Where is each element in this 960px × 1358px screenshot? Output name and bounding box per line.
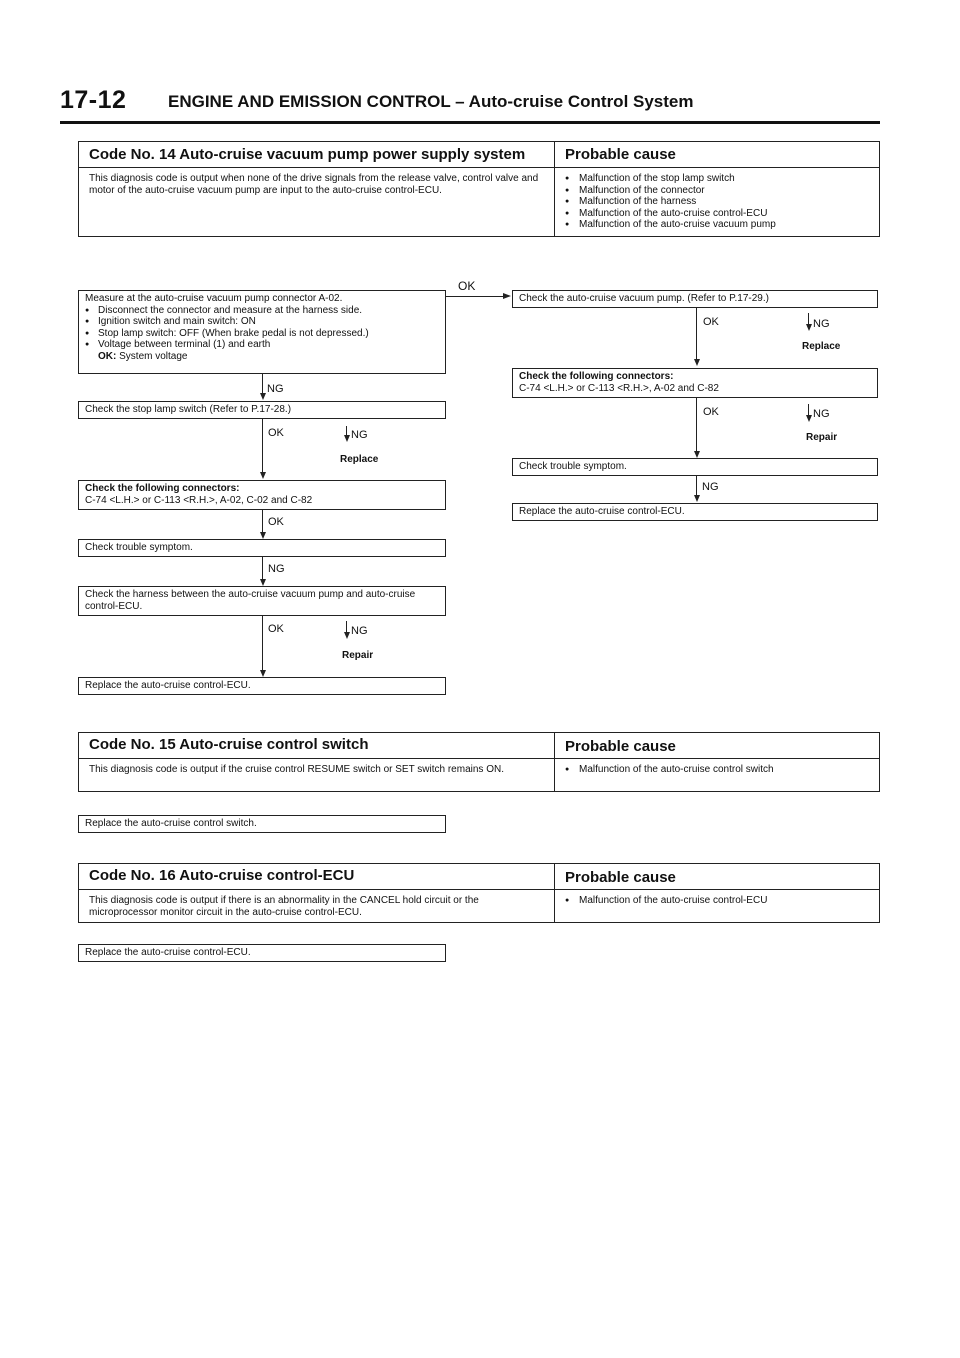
flow-connector <box>262 616 263 671</box>
code14-cause-item: ● Malfunction of the auto-cruise vacuum pump <box>565 219 869 231</box>
measure-title: Measure at the auto-cruise vacuum pump connector A-02. <box>85 293 343 304</box>
connectors-right-box <box>512 368 878 398</box>
harness-box: Check the harness between the auto-cruise vacuum pump and auto-cruise control-ECU. <box>78 586 446 616</box>
header-rule <box>60 121 880 124</box>
arrow-down-icon <box>694 495 700 502</box>
arrow-down-icon <box>694 451 700 458</box>
code14-cause-item: ● Malfunction of the harness <box>565 196 869 208</box>
connectors-right-title: Check the following connectors: <box>519 371 674 382</box>
connectors-left-title: Check the following connectors: <box>85 483 240 494</box>
replace-label: Replace <box>802 341 841 352</box>
repair-label: Repair <box>806 432 838 443</box>
flow-ng-label: NG <box>813 318 830 330</box>
arrow-down-icon <box>694 359 700 366</box>
arrow-down-icon <box>806 415 812 422</box>
code14-cause-item: ● Malfunction of the auto-cruise control-ECU <box>565 208 869 220</box>
code16-title: Code No. 16 Auto-cruise control-ECU <box>79 864 555 889</box>
repair-label: Repair <box>342 650 374 661</box>
measure-item: ● Disconnect the connector and measure at the harness side. <box>85 305 439 317</box>
flow-ok-label: OK <box>703 406 719 418</box>
code15-table <box>78 732 880 792</box>
code14-causes <box>555 168 879 236</box>
measure-item: ● Voltage between terminal (1) and earth <box>85 339 439 351</box>
arrow-down-icon <box>344 632 350 639</box>
flow-ok-label: OK <box>458 279 476 293</box>
code16-description: This diagnosis code is output if there is an abnormality in the CANCEL hold circuit or the microprocessor monitor circuit in the auto-cruise control-ECU. <box>79 890 555 922</box>
flow-connector <box>696 398 697 452</box>
code16-action-box: Replace the auto-cruise control-ECU. <box>78 944 446 962</box>
flow-connector <box>696 476 697 496</box>
replace-ecu-left-box: Replace the auto-cruise control-ECU. <box>78 677 446 695</box>
page-title: ENGINE AND EMISSION CONTROL – Auto-cruise Control System <box>168 92 694 111</box>
connectors-left-list: C-74 <L.H.> or C-113 <R.H.>, A-02, C-02 and C-82 <box>85 494 313 506</box>
arrow-right-icon <box>503 293 511 299</box>
replace-ecu-right-box: Replace the auto-cruise control-ECU. <box>512 503 878 521</box>
flow-ng-label: NG <box>351 429 368 441</box>
measure-ok-value: System voltage <box>119 350 188 362</box>
measure-ok-label: OK: <box>98 350 117 362</box>
flow-connector <box>446 296 504 297</box>
code15-description: This diagnosis code is output if the cruise control RESUME switch or SET switch remains ON. <box>79 759 555 791</box>
arrow-down-icon <box>260 532 266 539</box>
flow-ok-label: OK <box>268 516 284 528</box>
flow-connector <box>696 308 697 360</box>
measure-item: ● Stop lamp switch: OFF (When brake pedal is not depressed.) <box>85 328 439 340</box>
flow-ng-label: NG <box>267 383 284 395</box>
arrow-down-icon <box>806 324 812 331</box>
flow-ng-label: NG <box>813 408 830 420</box>
code15-title: Code No. 15 Auto-cruise control switch <box>79 733 555 758</box>
code14-cause-item: ● Malfunction of the connector <box>565 185 869 197</box>
code14-cause-heading: Probable cause <box>565 146 676 163</box>
trouble-right-box: Check trouble symptom. <box>512 458 878 476</box>
stop-lamp-box: Check the stop lamp switch (Refer to P.17-28.) <box>78 401 446 419</box>
trouble-left-box: Check trouble symptom. <box>78 539 446 557</box>
code15-cause-item: ● Malfunction of the auto-cruise control switch <box>565 764 869 776</box>
code14-description: This diagnosis code is output when none of the drive signals from the release valve, control valve and motor of the auto-cruise vacuum pump are input to the auto-cruise control-ECU. <box>79 168 555 236</box>
code15-action-box: Replace the auto-cruise control switch. <box>78 815 446 833</box>
vacuum-pump-box: Check the auto-cruise vacuum pump. (Refer to P.17-29.) <box>512 290 878 308</box>
page-number: 17-12 <box>60 86 127 114</box>
arrow-down-icon <box>260 393 266 400</box>
replace-label: Replace <box>340 454 379 465</box>
connectors-left-box <box>78 480 446 510</box>
measure-box <box>78 290 446 374</box>
connectors-right-list: C-74 <L.H.> or C-113 <R.H.>, A-02 and C-82 <box>519 382 719 394</box>
flow-ng-label: NG <box>268 563 285 575</box>
code15-cause-heading: Probable cause <box>565 738 676 755</box>
code14-table <box>78 141 880 237</box>
arrow-down-icon <box>260 579 266 586</box>
arrow-down-icon <box>344 435 350 442</box>
measure-item: ● Ignition switch and main switch: ON <box>85 316 439 328</box>
code14-title: Code No. 14 Auto-cruise vacuum pump power supply system <box>79 142 555 167</box>
flow-ok-label: OK <box>703 316 719 328</box>
code16-table <box>78 863 880 923</box>
arrow-down-icon <box>260 472 266 479</box>
flow-connector <box>262 510 263 533</box>
flow-ng-label: NG <box>351 625 368 637</box>
flow-ok-label: OK <box>268 623 284 635</box>
code16-cause-item: ● Malfunction of the auto-cruise control-ECU <box>565 895 869 907</box>
flow-connector <box>262 419 263 473</box>
code16-causes <box>555 890 879 922</box>
flow-connector <box>262 374 263 394</box>
code16-cause-heading: Probable cause <box>565 869 676 886</box>
code14-cause-item: ● Malfunction of the stop lamp switch <box>565 173 869 185</box>
flow-ok-label: OK <box>268 427 284 439</box>
code15-causes <box>555 759 879 791</box>
arrow-down-icon <box>260 670 266 677</box>
flow-connector <box>262 557 263 580</box>
flow-ng-label: NG <box>702 481 719 493</box>
